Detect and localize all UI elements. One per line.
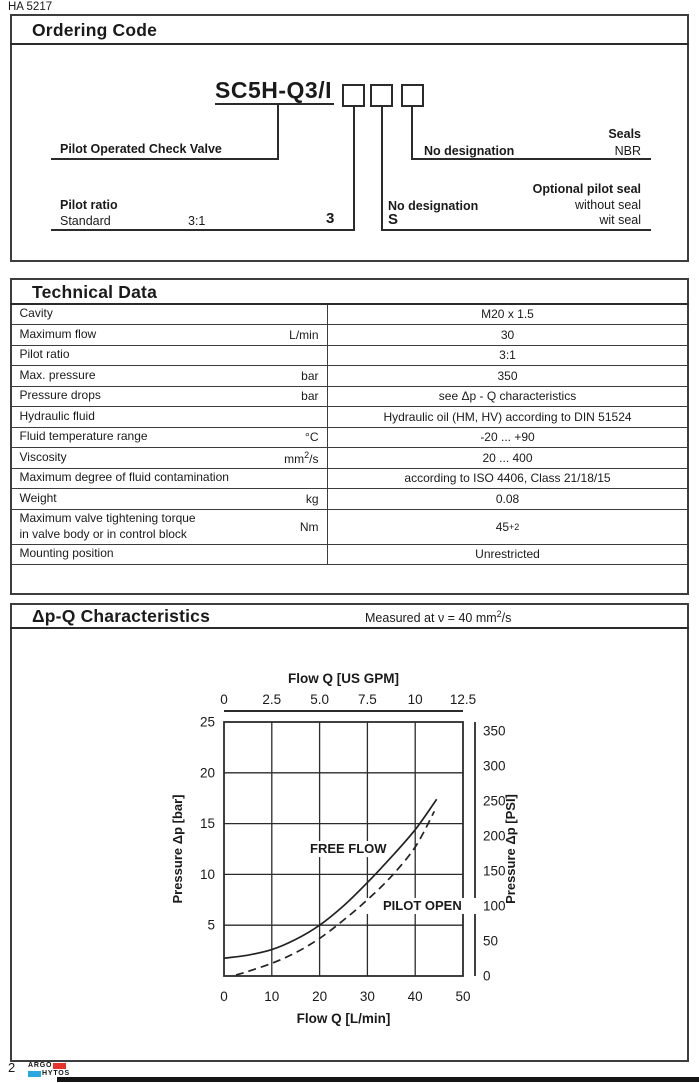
connector-line	[51, 158, 279, 160]
connector-line	[381, 229, 651, 231]
spec-label: Max. pressure	[19, 367, 96, 382]
measured-at-note	[365, 609, 511, 625]
ordering-code-section-box	[10, 14, 689, 262]
top-axis-title: Flow Q [US GPM]	[288, 671, 399, 686]
spec-value: see Δp - Q characteristics	[438, 389, 577, 404]
spec-value-sup: +2	[509, 521, 520, 532]
curve-label-free-flow: FREE FLOW	[310, 841, 387, 857]
bottom-axis-tick-label: 50	[455, 989, 471, 1004]
seals-heading: Seals	[608, 127, 641, 141]
spec-value: Unrestricted	[475, 547, 540, 562]
bottom-axis-title: Flow Q [L/min]	[296, 1011, 391, 1026]
spec-label: Hydraulic fluid	[19, 408, 95, 423]
spec-label: Maximum valve tightening torque in valve body or in control block	[19, 510, 196, 541]
spec-value-cell	[328, 489, 688, 509]
spec-unit	[305, 430, 318, 444]
spec-value-cell	[328, 428, 688, 448]
bottom-axis-tick-label: 10	[264, 989, 280, 1004]
ordering-header-divider	[10, 43, 689, 45]
technical-data-table	[12, 305, 688, 566]
spec-unit-text: Nm	[299, 519, 319, 534]
connector-line	[277, 104, 279, 160]
top-axis-tick-label: 7.5	[358, 692, 377, 707]
table-row	[12, 387, 688, 408]
table-row	[12, 428, 688, 449]
logo-blue-block	[28, 1071, 41, 1077]
spec-unit	[301, 369, 318, 383]
spec-left-cell	[12, 407, 328, 427]
connector-line	[51, 229, 355, 231]
table-row	[12, 305, 688, 326]
spec-value: 0.08	[495, 491, 520, 506]
spec-left-cell	[12, 469, 328, 489]
measured-at-text: Measured at ν = 40 mm	[365, 611, 497, 626]
table-row	[12, 510, 688, 545]
spec-label: Maximum degree of fluid contamination	[19, 470, 229, 485]
doc-code: HA 5217	[8, 1, 53, 13]
spec-unit	[284, 450, 318, 466]
left-axis-tick-label: 25	[199, 714, 215, 730]
logo-text-hytos: HYTOS	[42, 1070, 70, 1077]
spec-value-cell	[328, 407, 688, 427]
spec-value-cell	[328, 545, 688, 565]
pilot-ratio-heading: Pilot ratio	[60, 198, 118, 212]
table-row	[12, 366, 688, 387]
spec-value: Hydraulic oil (HM, HV) according to DIN 51524	[383, 409, 632, 424]
left-axis-title: Pressure Δp [bar]	[170, 794, 185, 904]
spec-value: -20 ... +90	[480, 430, 535, 445]
spec-value-cell	[328, 387, 688, 407]
bottom-axis-tick-label: 0	[220, 989, 228, 1004]
spec-unit	[306, 492, 319, 506]
spec-unit-text: bar	[301, 368, 319, 383]
left-axis-tick-label: 5	[207, 917, 215, 933]
pilot-ratio-code: 3	[326, 210, 335, 227]
order-code-box-3	[401, 84, 424, 107]
right-axis-title: Pressure Δp [PSI]	[503, 794, 518, 904]
order-code-box-2	[370, 84, 393, 107]
spec-value: 350	[497, 368, 518, 383]
pilot-seal-row1-label: No designation	[388, 199, 479, 213]
spec-value-cell	[328, 510, 688, 544]
dp-q-chart	[10, 630, 689, 1062]
spec-value: according to ISO 4406, Class 21/18/15	[404, 471, 611, 486]
seals-row-value: NBR	[614, 144, 641, 158]
top-axis-tick-label: 10	[407, 692, 423, 707]
measured-at-suffix: /s	[501, 611, 512, 626]
spec-unit-text: mm	[284, 451, 305, 466]
left-axis-tick-label: 10	[199, 866, 215, 882]
dpq-section-title: Δp-Q Characteristics	[32, 606, 211, 626]
spec-unit-text: °C	[305, 430, 319, 445]
logo-red-block	[53, 1063, 66, 1069]
table-row	[12, 489, 688, 510]
pilot-ratio-label: Standard	[60, 214, 111, 228]
right-axis-tick-label: 200	[483, 828, 506, 844]
top-axis-tick-label: 0	[220, 692, 228, 707]
curve-label-pilot-open: PILOT OPEN	[383, 897, 462, 913]
technical-section-title: Technical Data	[32, 282, 158, 302]
logo-text-argo: ARGO	[28, 1062, 53, 1069]
right-axis-tick-label: 300	[483, 758, 506, 774]
order-code-text: SC5H-Q3/I	[215, 77, 332, 103]
table-row	[12, 325, 688, 346]
spec-label: Viscosity	[19, 449, 67, 464]
spec-value: 30	[500, 327, 515, 342]
spec-left-cell	[12, 510, 328, 544]
pilot-seal-row1-value: without seal	[574, 198, 641, 212]
valve-type-label: Pilot Operated Check Valve	[60, 142, 222, 156]
spec-left-cell	[12, 325, 328, 345]
connector-line	[381, 105, 383, 231]
table-row	[12, 407, 688, 428]
spec-label: Maximum flow	[19, 326, 97, 341]
spec-unit	[300, 520, 319, 534]
table-row	[12, 469, 688, 490]
spec-value: 3:1	[499, 348, 516, 363]
top-axis-tick-label: 5.0	[310, 692, 329, 707]
spec-value-cell	[328, 305, 688, 325]
connector-line	[411, 105, 413, 160]
logo-row-bottom	[28, 1070, 70, 1077]
spec-left-cell	[12, 305, 328, 325]
table-row	[12, 448, 688, 469]
spec-value: 45	[495, 519, 510, 534]
spec-left-cell	[12, 545, 328, 565]
spec-unit-sup: 2	[304, 449, 310, 460]
spec-left-cell	[12, 428, 328, 448]
spec-label: Weight	[19, 490, 57, 505]
spec-left-cell	[12, 366, 328, 386]
table-row	[12, 346, 688, 367]
spec-left-cell	[12, 346, 328, 366]
spec-value-cell	[328, 325, 688, 345]
spec-value: 20 ... 400	[482, 450, 533, 465]
spec-left-cell	[12, 448, 328, 468]
argo-hytos-logo	[28, 1062, 70, 1078]
spec-label: Mounting position	[19, 546, 114, 561]
right-axis-tick-label: 150	[483, 863, 506, 879]
page-number: 2	[8, 1060, 16, 1075]
pilot-seal-row2-value: wit seal	[599, 213, 641, 227]
spec-left-cell	[12, 387, 328, 407]
spec-unit	[289, 328, 318, 342]
spec-left-cell	[12, 489, 328, 509]
pilot-open-curve	[236, 811, 434, 975]
connector-line	[353, 105, 355, 231]
spec-unit-text: bar	[301, 389, 319, 404]
right-axis-tick-label: 0	[483, 968, 491, 984]
spec-label: Fluid temperature range	[19, 429, 148, 444]
logo-row-top	[28, 1062, 70, 1069]
right-axis-tick-label: 50	[483, 933, 499, 949]
top-axis-tick-label: 2.5	[262, 692, 282, 707]
footer-rule	[57, 1077, 699, 1082]
bottom-axis-tick-label: 20	[312, 989, 328, 1004]
spec-label: Cavity	[19, 306, 53, 321]
right-axis-tick-label: 100	[483, 898, 506, 914]
spec-unit-suffix: /s	[309, 451, 319, 466]
pilot-ratio-value: 3:1	[188, 214, 206, 228]
left-axis-tick-label: 15	[199, 816, 215, 832]
left-axis-tick-label: 20	[199, 765, 215, 781]
seals-row-label: No designation	[424, 144, 515, 158]
pilot-seal-heading: Optional pilot seal	[532, 182, 641, 196]
spec-label: Pilot ratio	[19, 347, 70, 362]
spec-unit-text: L/min	[289, 327, 319, 342]
order-code-underline	[215, 103, 334, 105]
spec-unit-text: kg	[305, 491, 319, 506]
bottom-axis-tick-label: 30	[359, 989, 375, 1004]
right-axis-tick-label: 350	[483, 723, 506, 739]
spec-value-cell	[328, 346, 688, 366]
spec-value: M20 x 1.5	[481, 307, 534, 322]
order-code-box-1	[342, 84, 365, 107]
dpq-header-divider	[10, 627, 689, 629]
spec-value-cell	[328, 448, 688, 468]
top-axis-tick-label: 12.5	[449, 692, 477, 707]
right-axis-tick-label: 250	[483, 793, 506, 809]
spec-label: Pressure drops	[19, 388, 101, 403]
measured-at-sup: 2	[496, 609, 502, 619]
pilot-seal-row2-label: S	[388, 211, 399, 228]
spec-unit	[301, 389, 318, 403]
spec-value-cell	[328, 469, 688, 489]
table-row	[12, 545, 688, 566]
ordering-section-title: Ordering Code	[32, 20, 158, 40]
bottom-axis-tick-label: 40	[407, 989, 423, 1004]
spec-value-cell	[328, 366, 688, 386]
